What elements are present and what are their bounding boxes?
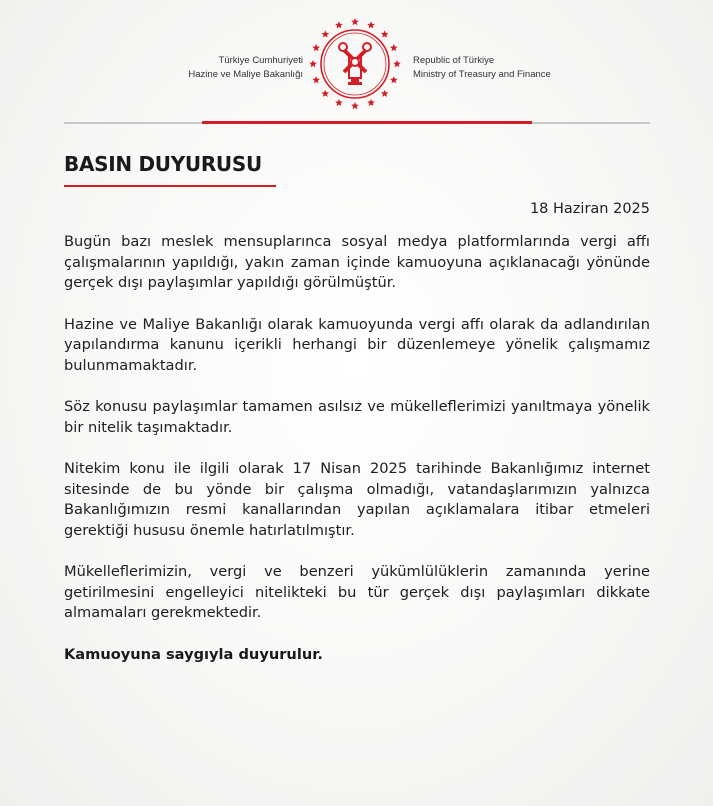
header-divider-accent	[202, 121, 532, 124]
org-name-english	[413, 54, 551, 82]
seal-star	[367, 99, 375, 106]
org-name-english-line1: Republic of Türkiye	[413, 55, 495, 66]
seal-star	[351, 18, 359, 25]
seal-star	[381, 30, 389, 37]
press-release-body	[64, 232, 650, 665]
seal-star	[322, 90, 330, 97]
seal-star	[381, 90, 389, 97]
seal-star	[390, 44, 398, 51]
seal-emblem	[339, 43, 371, 85]
seal-star	[312, 44, 320, 51]
seal-star	[390, 76, 398, 83]
letterhead	[0, 14, 713, 114]
org-name-turkish-line1: Türkiye Cumhuriyeti	[218, 55, 303, 66]
seal-star	[393, 60, 401, 67]
org-name-english-line2: Ministry of Treasury and Finance	[413, 69, 551, 80]
paragraph-3: Söz konusu paylaşımlar tamamen asılsız ve mükelleflerimizi yanıltmaya yönelik bir nitelik taşımaktadır.	[64, 398, 650, 436]
org-name-turkish-line2: Hazine ve Maliye Bakanlığı	[188, 69, 303, 80]
seal-star	[351, 102, 359, 109]
seal-star	[335, 21, 343, 28]
title-underline	[64, 185, 276, 187]
closing-statement: Kamuoyuna saygıyla duyurulur.	[64, 645, 323, 663]
paragraph-5: Mükelleflerimizin, vergi ve benzeri yükümlülüklerin zamanında yerine getirilmesini engelleyici nitelikteki bu tür gerçek dışı paylaşımları dikkate almamaları gerekmektedir.	[64, 563, 650, 621]
seal-star	[309, 60, 317, 67]
seal-star	[312, 76, 320, 83]
seal-star	[367, 21, 375, 28]
ministry-seal-icon	[300, 14, 410, 114]
org-name-turkish	[188, 54, 303, 82]
seal-star	[322, 30, 330, 37]
release-date: 18 Haziran 2025	[529, 201, 650, 217]
seal-star	[335, 99, 343, 106]
paragraph-1: Bugün bazı meslek mensuplarınca sosyal medya platformlarında vergi affı çalışmalarının yapıldığı, yakın zaman içinde kamuoyuna açıklanacağı yönünde gerçek dışı paylaşımlar yapıldığı görülmüştür.	[64, 233, 650, 291]
paragraph-4: Nitekim konu ile ilgili olarak 17 Nisan 2025 tarihinde Bakanlığımız internet sitesinde de bu yönde bir çalışma olmadığı, vatandaşlarımızın yalnızca Bakanlığımızın resmi kanallarından yapılan açıklamalara itibar etmeleri gerektiği hususu önemle hatırlatılmıştır.	[64, 460, 650, 539]
page-title: BASIN DUYURUSU	[64, 152, 262, 176]
paragraph-2: Hazine ve Maliye Bakanlığı olarak kamuoyunda vergi affı olarak da adlandırılan yapılandırma kanunu içerikli herhangi bir düzenlemeye yönelik çalışmamız bulunmamaktadır.	[64, 315, 650, 374]
